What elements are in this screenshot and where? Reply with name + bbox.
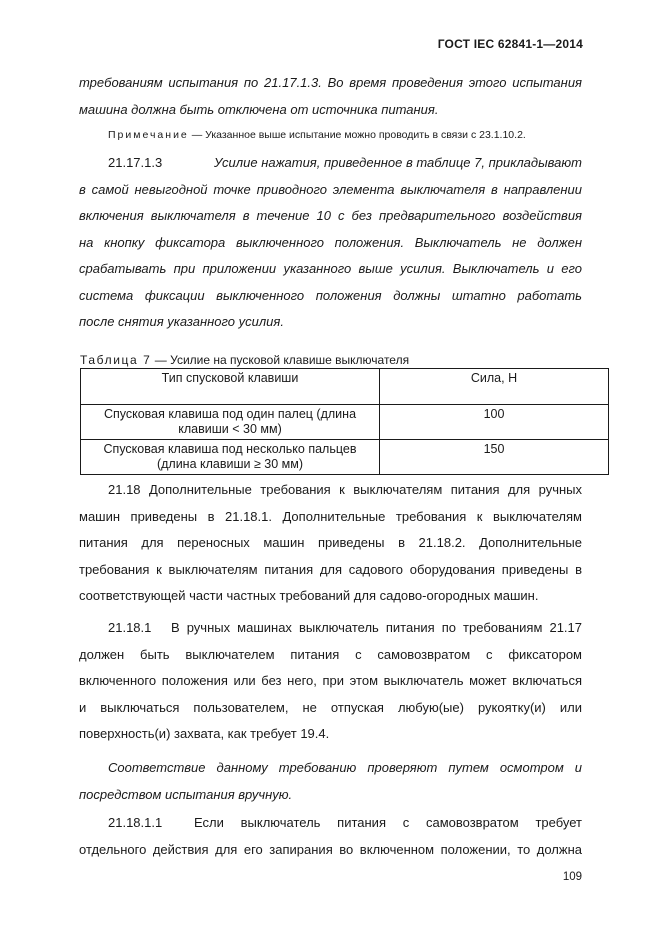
table-cell-type bbox=[81, 440, 380, 475]
table-caption bbox=[80, 353, 409, 367]
text-line: поверхность(и) захвата, как требует 19.4. bbox=[79, 726, 330, 741]
table-header-row bbox=[81, 369, 609, 405]
note bbox=[108, 129, 526, 141]
text-line bbox=[79, 150, 582, 177]
text-line: посредством испытания вручную. bbox=[79, 786, 293, 802]
text-line bbox=[79, 810, 582, 837]
text-line: система фиксации выключенного положения должны штатно работать bbox=[79, 287, 582, 303]
note-label: Примечание bbox=[108, 129, 189, 141]
text-line: Усилие нажатия, приведенное в таблице 7, прикладывают bbox=[214, 155, 582, 170]
text-line: машин приведены в 21.18.1. Дополнительные требования к выключателям bbox=[79, 508, 582, 524]
table-cell-force: 150 bbox=[380, 440, 609, 475]
clause-number: 21.18.1.1 bbox=[108, 815, 163, 830]
table-header-cell: Сила, Н bbox=[380, 369, 609, 405]
clause-number: 21.17.1.3 bbox=[108, 155, 163, 170]
text-line: включения выключателя в течение 10 с без предварительного воздействия bbox=[79, 208, 582, 223]
text-line: 21.18 Дополнительные требования к выключателям питания для ручных bbox=[108, 482, 582, 497]
text-line: должен быть выключателем питания с самовозвратом с фиксатором bbox=[79, 646, 582, 662]
text-line: срабатывать при приложении указанного выше усилия. Выключатель и его bbox=[79, 261, 582, 276]
paragraph-test-requirements bbox=[79, 70, 582, 123]
cell-line: (длина клавиши ≥ 30 мм) bbox=[156, 457, 304, 471]
cell-line: клавиши < 30 мм) bbox=[178, 422, 282, 436]
table-row bbox=[81, 405, 609, 440]
text-line: в самой невыгодной точке приводного элемента выключателя в направлении bbox=[79, 181, 582, 197]
table-caption-label: Таблица 7 bbox=[80, 353, 152, 367]
text-line: отдельного действия для его запирания во включенном положении, то должна bbox=[79, 841, 582, 857]
table-cell-force: 100 bbox=[380, 405, 609, 440]
text-line: требования к выключателям питания для садового оборудования приведены в bbox=[79, 561, 582, 577]
text-line bbox=[79, 615, 582, 642]
clause-21-17-1-3 bbox=[79, 150, 582, 336]
table-header-cell: Тип спусковой клавиши bbox=[81, 369, 380, 405]
cell-line: Спусковая клавиша под несколько пальцев bbox=[103, 442, 357, 456]
table-row bbox=[81, 440, 609, 475]
document-header: ГОСТ IEC 62841-1—2014 bbox=[437, 37, 583, 51]
table-caption-text: — Усилие на пусковой клавише выключателя bbox=[151, 353, 410, 367]
page-number: 109 bbox=[562, 871, 582, 883]
text-line: требованиям испытания по 21.17.1.3. Во время проведения этого испытания bbox=[79, 75, 582, 90]
text-line: В ручных машинах выключатель питания по требованиям 21.17 bbox=[171, 620, 582, 635]
text-line: и выключаться пользователем, не отпуская любую(ые) рукоятку(и) или bbox=[79, 699, 582, 715]
clause-21-18 bbox=[79, 477, 582, 610]
cell-line: Спусковая клавиша под один палец (длина bbox=[103, 407, 357, 421]
clause-21-18-1-1 bbox=[79, 810, 582, 863]
text-line: Если выключатель питания с самовозвратом требует bbox=[194, 815, 582, 830]
table-cell-type bbox=[81, 405, 380, 440]
compliance-statement bbox=[79, 755, 582, 808]
note-text: — Указанное выше испытание можно проводить в связи с 23.1.10.2. bbox=[191, 129, 526, 141]
force-table bbox=[80, 368, 609, 475]
text-line: машина должна быть отключена от источника питания. bbox=[79, 101, 439, 117]
text-line: включенного положения или без него, при этом выключатель может включаться bbox=[79, 673, 582, 688]
text-line: на кнопку фиксатора выключенного положения. Выключатель не должен bbox=[79, 234, 582, 250]
clause-21-18-1 bbox=[79, 615, 582, 748]
text-line: после снятия указанного усилия. bbox=[79, 314, 284, 329]
text-line: питания для переносных машин приведены в 21.18.2. Дополнительные bbox=[79, 535, 582, 550]
text-line: Соответствие данному требованию проверяют путем осмотром и bbox=[108, 760, 582, 775]
clause-number: 21.18.1 bbox=[108, 620, 152, 635]
text-line: соответствующей части частных требований для садово-огородных машин. bbox=[79, 588, 539, 603]
